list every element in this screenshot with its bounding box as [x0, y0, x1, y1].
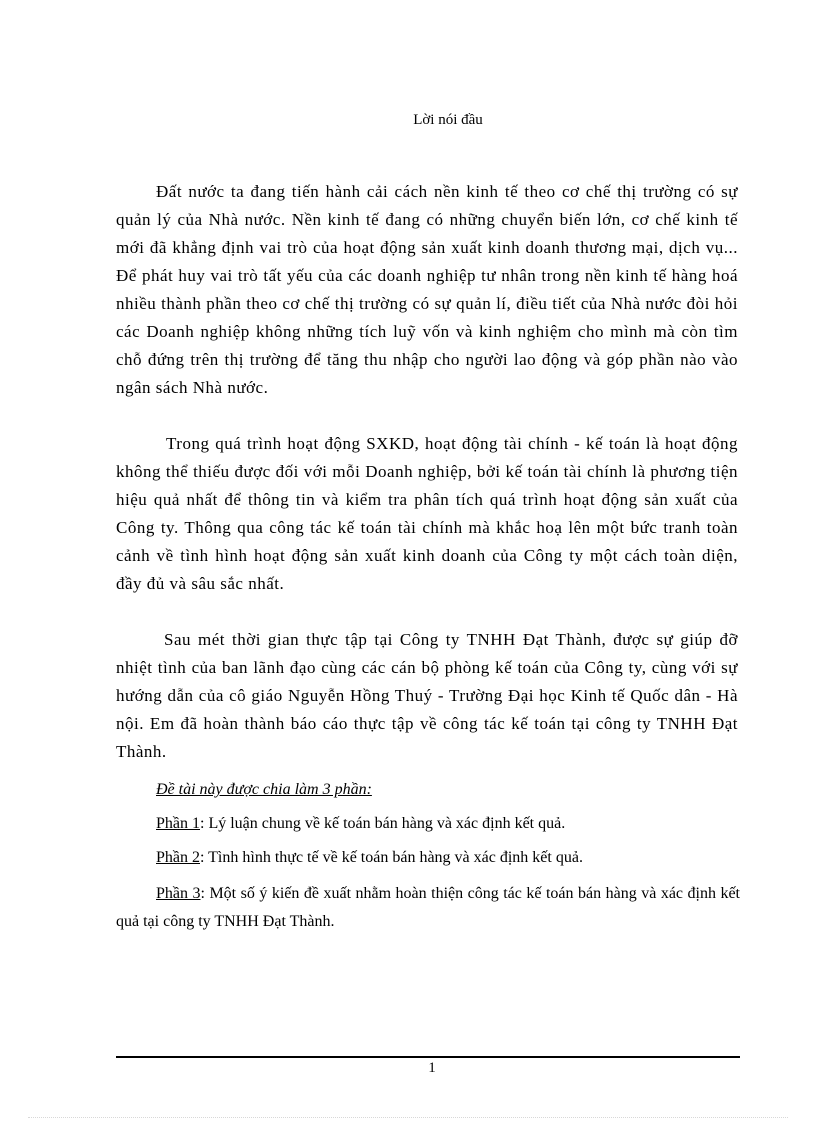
paragraph-1 [116, 178, 738, 402]
paragraph-text: Đất nước ta đang tiến hành cải cách nền kinh tế theo cơ chế thị trường có sự quản lý của Nhà nước. Nền kinh tế đang có những chuyển biến lớn, cơ chế kinh tế mới đã khẳng định vai trò của hoạt động sản xuất kinh doanh thương mại, dịch vụ... Để phát huy vai trò tất yếu của các doanh nghiệp tư nhân trong nền kinh tế hàng hoá nhiều thành phần theo cơ chế thị trường có sự quản lí, điều tiết của Nhà nước đòi hỏi các Doanh nghiệp không những tích luỹ vốn và kinh nghiệm cho mình mà còn tìm chỗ đứng trên thị trường để tăng thu nhập cho người lao động và góp phần nào vào ngân sách Nhà nước. [116, 182, 738, 397]
part-label: Phần 3 [156, 885, 201, 902]
parts-intro-text: Đề tài này được chia làm 3 phần: [156, 781, 372, 798]
paragraph-text: Trong quá trình hoạt động SXKD, hoạt động tài chính - kế toán là hoạt động không thể thiếu được đối với mỗi Doanh nghiệp, bởi kế toán tài chính là phương tiện hiệu quả nhất để thông tin và kiểm tra phân tích quá trình hoạt động sản xuất của Công ty. Thông qua công tác kế toán tài chính mà khắc hoạ lên một bức tranh toàn cảnh về tình hình hoạt động sản xuất kinh doanh của Công ty một cách toàn diện, đầy đủ và sâu sắc nhất. [116, 434, 738, 593]
page-bottom-border [28, 1117, 788, 1118]
part-text: : Lý luận chung về kế toán bán hàng và xác định kết quả. [200, 815, 566, 832]
part-2 [116, 844, 740, 872]
paragraph-text: Sau mét thời gian thực tập tại Công ty TNHH Đạt Thành, được sự giúp đỡ nhiệt tình của ban lãnh đạo cùng các cán bộ phòng kế toán của Công ty, cùng với sự hướng dẫn của cô giáo Nguyễn Hồng Thuý - Trường Đại học Kinh tế Quốc dân - Hà nội. Em đã hoàn thành báo cáo thực tập về công tác kế toán tại công ty TNHH Đạt Thành. [116, 630, 738, 761]
page-title: Lời nói đầu [413, 112, 483, 128]
page-number: 1 [428, 1060, 436, 1076]
part-label: Phần 1 [156, 815, 200, 832]
part-label: Phần 2 [156, 849, 200, 866]
footer-divider [116, 1056, 740, 1058]
part-1 [116, 810, 740, 838]
part-3 [116, 880, 740, 936]
paragraph-3 [116, 626, 738, 766]
paragraph-2 [116, 430, 738, 598]
part-text: : Tình hình thực tế về kế toán bán hàng và xác định kết quả. [200, 849, 583, 866]
parts-intro [116, 776, 740, 804]
part-text: : Một số ý kiến đề xuất nhằm hoàn thiện công tác kế toán bán hàng và xác định kết quả tại công ty TNHH Đạt Thành. [116, 885, 741, 930]
